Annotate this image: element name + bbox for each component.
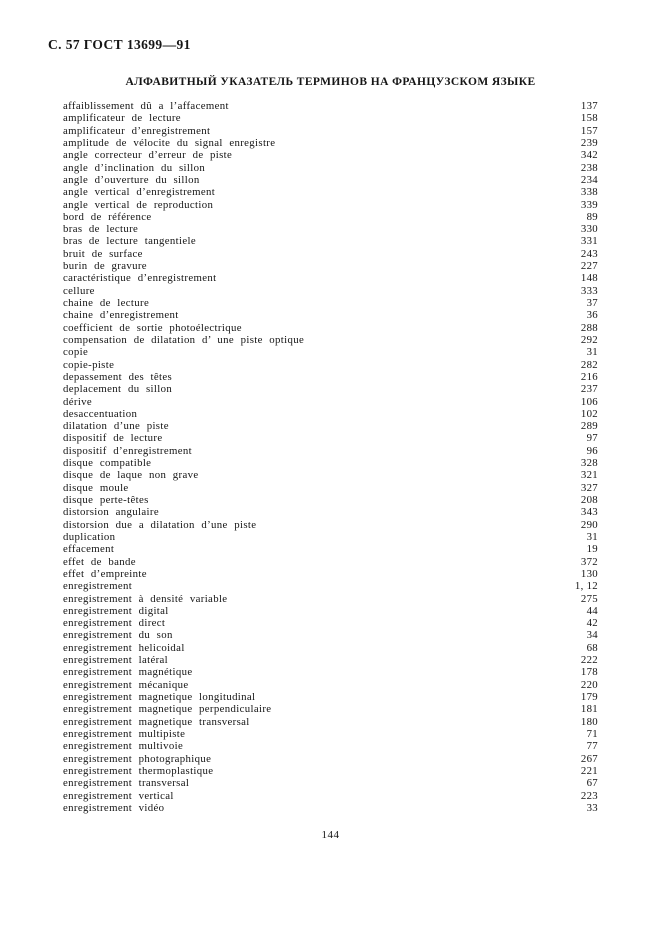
index-row	[63, 162, 598, 174]
term-ref-number: 181	[580, 703, 598, 716]
index-row	[63, 383, 598, 395]
term-text: affaiblissement dû a l’affacement	[63, 100, 229, 112]
term-text: enregistrement multivoie	[63, 740, 184, 753]
term-text: enregistrement photographique	[63, 752, 212, 765]
term-ref-number: 89	[586, 210, 598, 223]
term-ref-number: 36	[586, 309, 598, 322]
term-text: amplitude de vélocite du signal enregistre	[63, 136, 276, 149]
term-text: angle vertical d’enregistrement	[63, 186, 216, 199]
term-ref-number: 267	[580, 752, 598, 765]
index-row	[63, 777, 598, 789]
term-text: enregistrement latéral	[63, 654, 169, 667]
index-row	[63, 679, 598, 691]
term-ref-number: 237	[580, 383, 598, 396]
index-row	[63, 740, 598, 752]
term-text: effet de bande	[63, 555, 136, 568]
term-text: effacement	[63, 543, 115, 556]
term-ref-number: 130	[580, 567, 598, 580]
term-ref-number: 289	[580, 420, 598, 433]
index-row	[63, 703, 598, 715]
index-row	[63, 716, 598, 728]
term-text: enregistrement transversal	[63, 777, 190, 790]
index-row	[63, 802, 598, 814]
index-row	[63, 297, 598, 309]
term-ref-number: 372	[580, 555, 598, 568]
term-text: bord de référence	[63, 210, 152, 223]
term-text: desaccentuation	[63, 407, 138, 420]
term-ref-number: 292	[580, 333, 598, 346]
index-row	[63, 457, 598, 469]
index-row	[63, 580, 598, 592]
index-row	[63, 753, 598, 765]
index-row	[63, 248, 598, 260]
term-ref-number: 221	[580, 764, 598, 777]
index-row	[63, 149, 598, 161]
term-ref-number: 44	[586, 604, 598, 617]
index-row	[63, 556, 598, 568]
term-text: dilatation d’une piste	[63, 420, 169, 433]
index-row	[63, 334, 598, 346]
term-text: compensation de dilatation d’ une piste optique	[63, 333, 305, 346]
index-row	[63, 199, 598, 211]
term-text: disque compatible	[63, 457, 152, 470]
term-text: dérive	[63, 395, 93, 408]
index-row	[63, 469, 598, 481]
term-text: copie	[63, 346, 89, 359]
term-ref-number: 243	[580, 247, 598, 260]
term-text: enregistrement magnetique longitudinal	[63, 691, 256, 703]
term-text: bruit de surface	[63, 247, 143, 260]
term-text: enregistrement	[63, 580, 133, 593]
term-text: dispositif de lecture	[63, 432, 163, 445]
term-text: disque de laque non grave	[63, 469, 199, 482]
term-ref-number: 42	[586, 617, 598, 630]
term-ref-number: 282	[580, 358, 598, 371]
term-ref-number: 34	[586, 629, 598, 642]
term-text: enregistrement vidéo	[63, 801, 165, 814]
term-text: chaine d’enregistrement	[63, 309, 179, 322]
term-text: disque moule	[63, 481, 129, 494]
page-number: 144	[321, 829, 340, 841]
term-ref-number: 157	[580, 124, 598, 137]
term-text: chaine de lecture	[63, 297, 150, 309]
term-ref-number: 97	[586, 432, 598, 445]
term-ref-number: 343	[580, 506, 598, 519]
index-row	[63, 494, 598, 506]
term-text: coefficient de sortie photoélectrique	[63, 321, 242, 334]
index-row	[63, 186, 598, 198]
term-text: cellure	[63, 284, 95, 297]
term-ref-number: 71	[586, 727, 598, 740]
term-text: disque perte-têtes	[63, 494, 149, 506]
index-row	[63, 790, 598, 802]
index-row	[63, 593, 598, 605]
term-text: enregistrement magnetique perpendiculaire	[63, 703, 272, 716]
term-ref-number: 338	[580, 186, 598, 199]
term-text: angle correcteur d’erreur de piste	[63, 149, 233, 162]
index-row	[63, 765, 598, 777]
term-ref-number: 288	[580, 321, 598, 334]
index-row	[63, 371, 598, 383]
index-row	[63, 174, 598, 186]
index-row	[63, 125, 598, 137]
index-row	[63, 359, 598, 371]
term-ref-number: 19	[586, 543, 598, 556]
term-text: enregistrement mécanique	[63, 678, 189, 691]
term-text: copie-piste	[63, 358, 115, 371]
term-ref-number: 137	[580, 100, 598, 112]
page-header-reference: С. 57 ГОСТ 13699—91	[48, 37, 191, 52]
term-ref-number: 31	[586, 346, 598, 359]
term-ref-number: 77	[586, 740, 598, 753]
term-ref-number: 328	[580, 457, 598, 470]
term-text: deplacement du sillon	[63, 383, 173, 396]
index-row	[63, 519, 598, 531]
index-row	[63, 432, 598, 444]
term-text: enregistrement magnetique transversal	[63, 715, 250, 728]
term-ref-number: 37	[586, 297, 598, 309]
term-text: enregistrement multipiste	[63, 727, 186, 740]
term-ref-number: 1, 12	[574, 580, 598, 593]
term-ref-number: 102	[580, 407, 598, 420]
index-row	[63, 322, 598, 334]
term-text: distorsion due a dilatation d’une piste	[63, 518, 257, 531]
term-text: bras de lecture tangentiele	[63, 235, 196, 248]
index-row	[63, 666, 598, 678]
term-text: angle d’inclination du sillon	[63, 161, 206, 174]
term-ref-number: 275	[580, 592, 598, 605]
term-ref-number: 33	[586, 801, 598, 814]
index-row	[63, 617, 598, 629]
term-ref-number: 238	[580, 161, 598, 174]
term-ref-number: 208	[580, 494, 598, 506]
term-text: distorsion angulaire	[63, 506, 159, 519]
index-row	[63, 309, 598, 321]
term-ref-number: 327	[580, 481, 598, 494]
index-row	[63, 285, 598, 297]
index-row	[63, 445, 598, 457]
term-text: enregistrement à densité variable	[63, 592, 228, 605]
index-row	[63, 642, 598, 654]
term-ref-number: 330	[580, 223, 598, 236]
index-row	[63, 543, 598, 555]
index-row	[63, 506, 598, 518]
term-text: enregistrement thermoplastique	[63, 764, 214, 777]
term-text: amplificateur de lecture	[63, 112, 181, 125]
index-row	[63, 235, 598, 247]
index-row	[63, 420, 598, 432]
term-ref-number: 158	[580, 112, 598, 125]
index-list	[63, 100, 598, 814]
index-row	[63, 568, 598, 580]
index-row	[63, 396, 598, 408]
term-ref-number: 333	[580, 284, 598, 297]
term-ref-number: 290	[580, 518, 598, 531]
term-ref-number: 321	[580, 469, 598, 482]
term-ref-number: 106	[580, 395, 598, 408]
index-row	[63, 211, 598, 223]
term-ref-number: 331	[580, 235, 598, 248]
index-row	[63, 112, 598, 124]
term-text: enregistrement direct	[63, 617, 166, 630]
term-text: dispositif d’enregistrement	[63, 444, 192, 457]
index-row	[63, 137, 598, 149]
term-text: enregistrement magnétique	[63, 666, 193, 679]
term-ref-number: 179	[580, 691, 598, 703]
term-ref-number: 178	[580, 666, 598, 679]
index-row	[63, 346, 598, 358]
term-text: caractéristique d’enregistrement	[63, 272, 217, 285]
term-ref-number: 31	[586, 530, 598, 543]
term-ref-number: 222	[580, 654, 598, 667]
term-text: angle vertical de reproduction	[63, 198, 214, 211]
term-ref-number: 216	[580, 370, 598, 383]
term-text: angle d’ouverture du sillon	[63, 173, 200, 186]
index-row	[63, 691, 598, 703]
term-text: enregistrement vertical	[63, 789, 174, 802]
term-ref-number: 68	[586, 641, 598, 654]
index-row	[63, 654, 598, 666]
term-ref-number: 67	[586, 777, 598, 790]
term-text: burin de gravure	[63, 260, 147, 273]
term-ref-number: 96	[586, 444, 598, 457]
term-ref-number: 180	[580, 715, 598, 728]
term-ref-number: 339	[580, 198, 598, 211]
term-text: enregistrement digital	[63, 604, 169, 617]
term-text: bras de lecture	[63, 223, 139, 236]
index-row	[63, 482, 598, 494]
term-ref-number: 239	[580, 136, 598, 149]
page-title: АЛФАВИТНЫЙ УКАЗАТЕЛЬ ТЕРМИНОВ НА ФРАНЦУЗСКОМ ЯЗЫКЕ	[125, 76, 536, 88]
index-row	[63, 728, 598, 740]
index-row	[63, 605, 598, 617]
term-ref-number: 223	[580, 789, 598, 802]
term-ref-number: 342	[580, 149, 598, 162]
term-text: effet d’empreinte	[63, 567, 147, 580]
index-row	[63, 629, 598, 641]
index-row	[63, 272, 598, 284]
term-ref-number: 148	[580, 272, 598, 285]
term-ref-number: 220	[580, 678, 598, 691]
index-row	[63, 531, 598, 543]
term-text: duplication	[63, 530, 116, 543]
index-row	[63, 223, 598, 235]
index-row	[63, 408, 598, 420]
index-row	[63, 100, 598, 112]
term-text: enregistrement helicoidal	[63, 641, 185, 654]
term-ref-number: 234	[580, 173, 598, 186]
term-text: amplificateur d’enregistrement	[63, 124, 211, 137]
index-row	[63, 260, 598, 272]
term-text: enregistrement du son	[63, 629, 173, 642]
term-ref-number: 227	[580, 260, 598, 273]
term-text: depassement des têtes	[63, 370, 173, 383]
